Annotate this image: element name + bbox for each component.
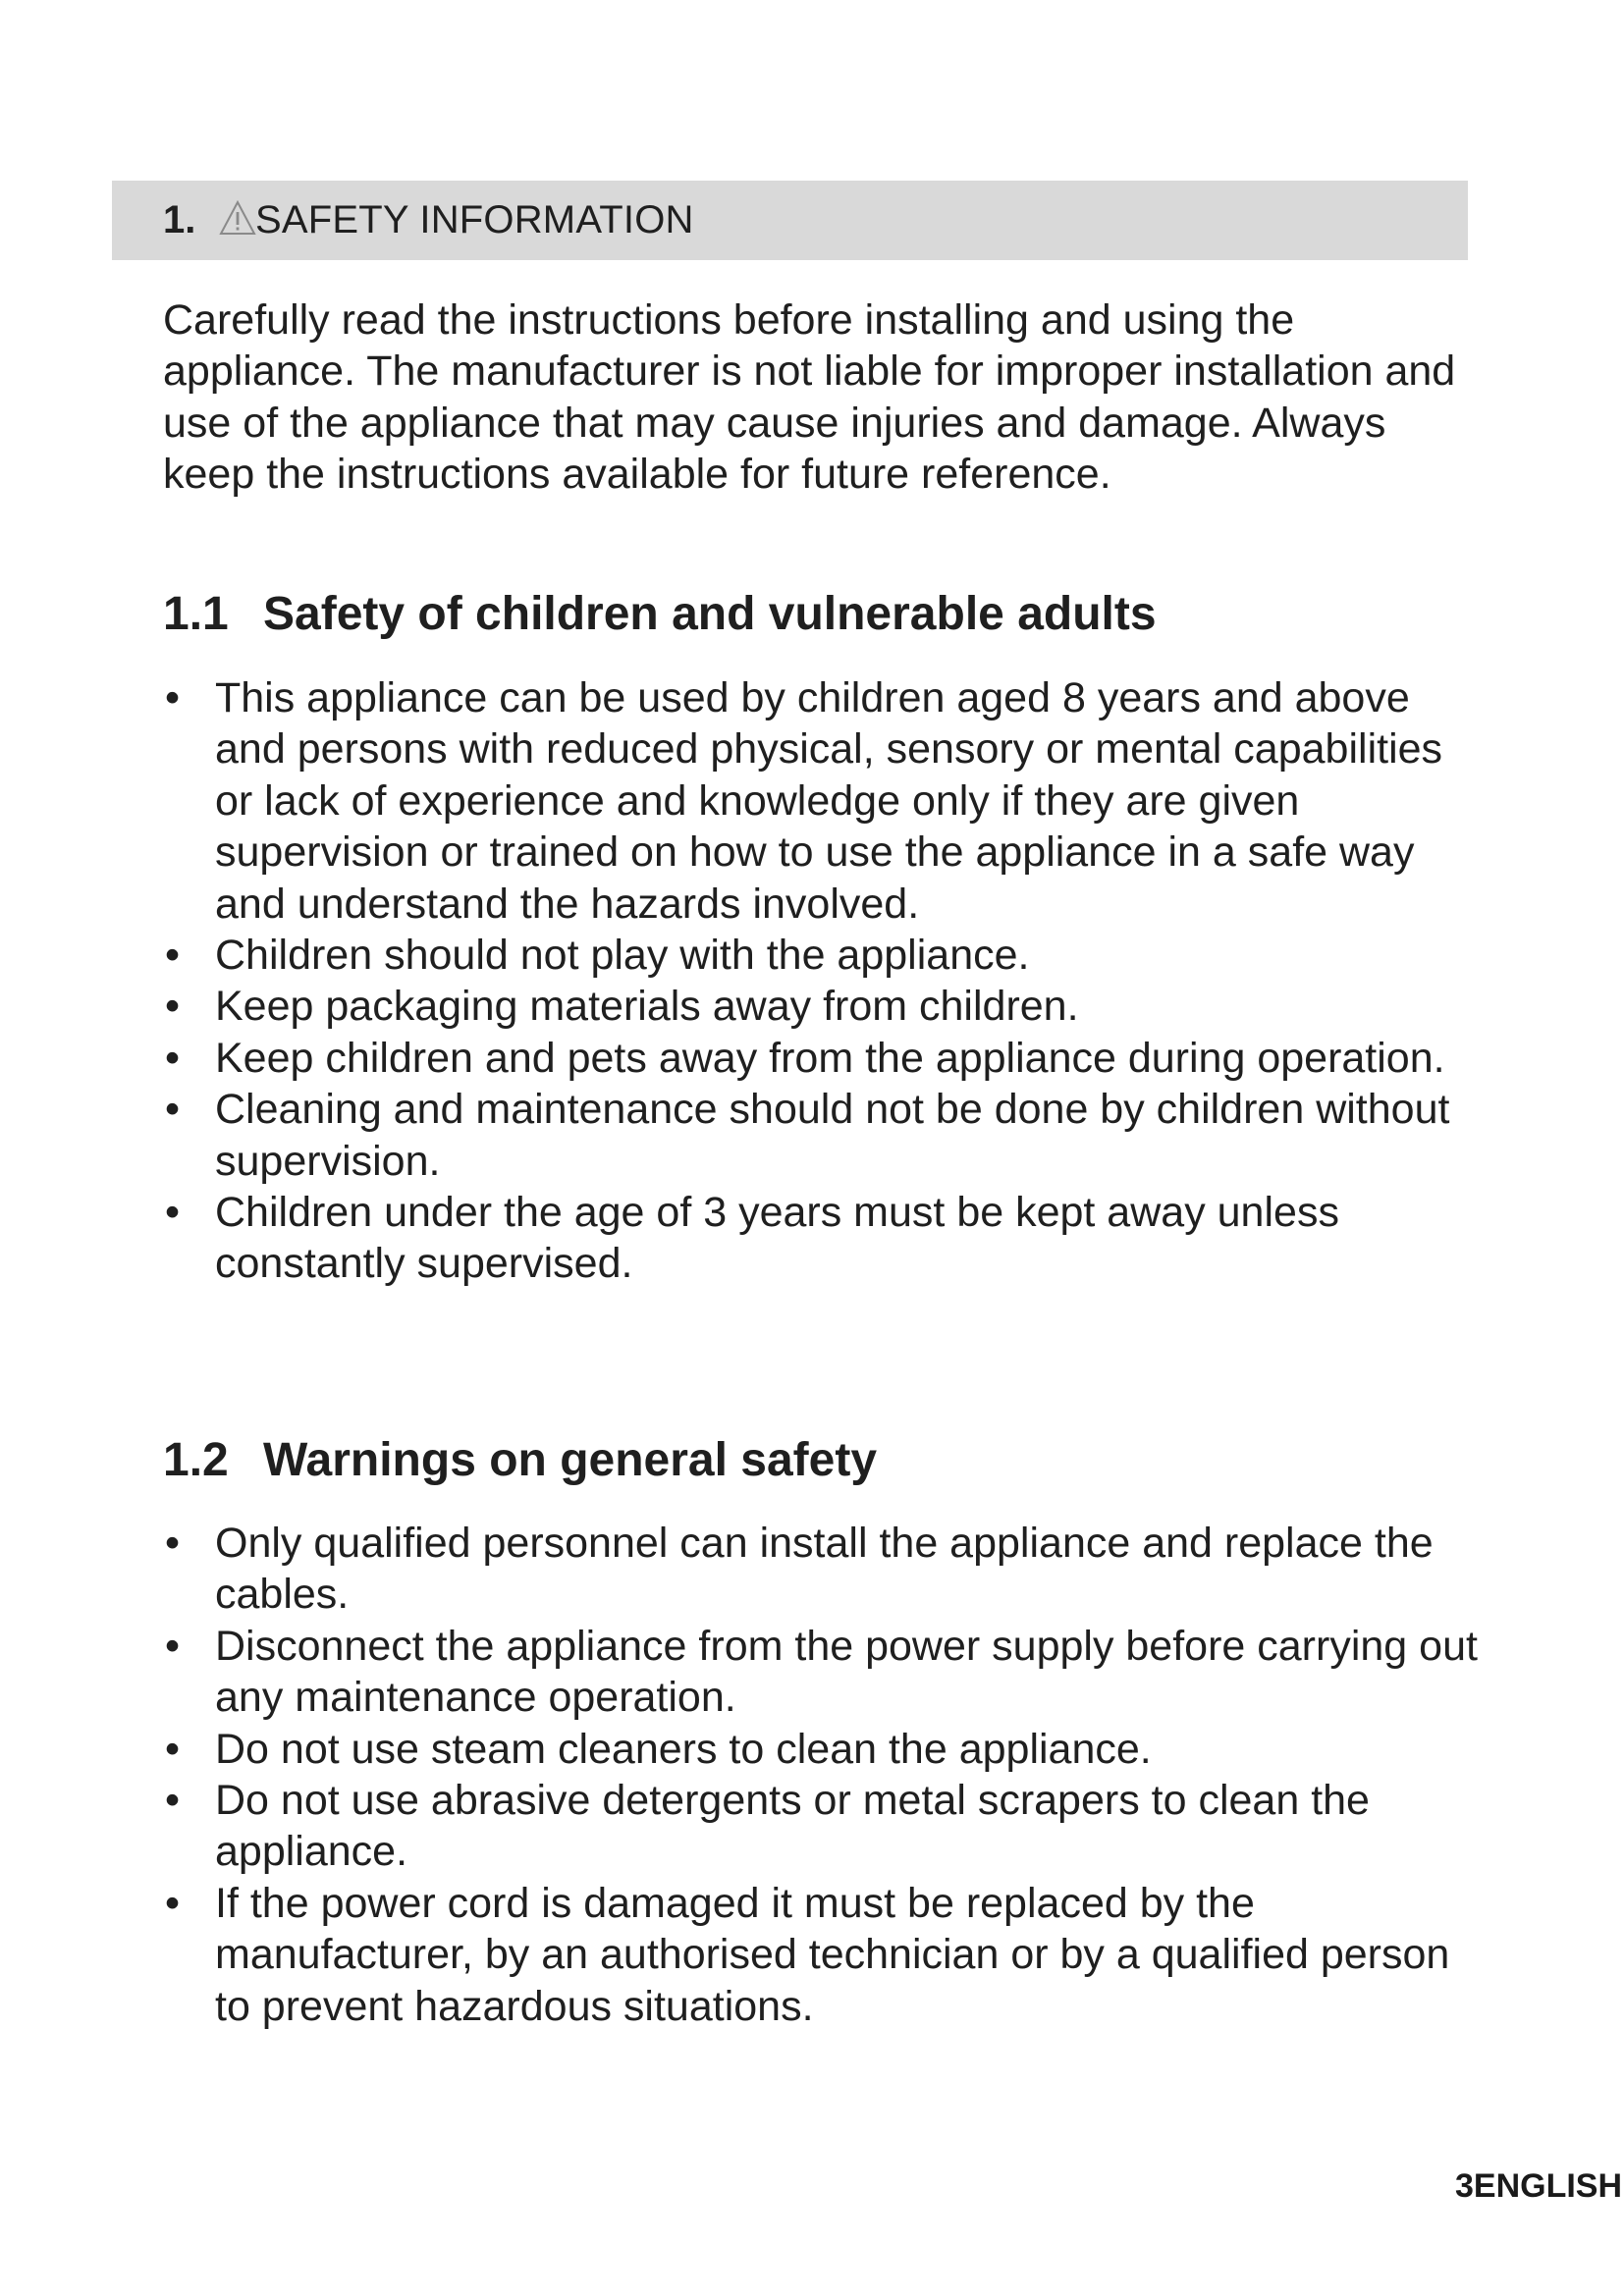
list-item-text: Do not use steam cleaners to clean the appliance. — [215, 1725, 1152, 1773]
list-item — [163, 1518, 1479, 1621]
bullet: • — [165, 1520, 181, 1567]
general-safety-list — [163, 1518, 1479, 2032]
list-item — [163, 1775, 1479, 1878]
list-item-text: Keep children and pets away from the appliance during operation. — [215, 1034, 1445, 1082]
subheading-title: Safety of children and vulnerable adults — [263, 588, 1157, 640]
bullet: • — [165, 1622, 181, 1670]
bullet: • — [165, 932, 181, 980]
bullet: • — [165, 674, 181, 721]
bullet: • — [165, 1777, 181, 1825]
section-title: SAFETY INFORMATION — [255, 198, 694, 241]
list-item — [163, 672, 1479, 930]
subheading-number: 1.1 — [163, 588, 229, 640]
list-item-text: If the power cord is damaged it must be replaced by the manufacturer, by an authorised technician or by a qualified person to prevent hazardous situations. — [215, 1879, 1450, 2030]
bullet: • — [165, 1725, 181, 1773]
list-item — [163, 1724, 1479, 1775]
subheading-children-safety — [163, 587, 1157, 641]
list-item-text: This appliance can be used by children aged 8 years and above and persons with reduced physical, sensory or mental capabilities or lack of experience and knowledge only if they are given supervision or trained on how to use the appliance in a safe way and understand the hazards involved. — [215, 674, 1443, 928]
bullet: • — [165, 983, 181, 1031]
subheading-title: Warnings on general safety — [263, 1434, 878, 1486]
children-safety-list — [163, 672, 1479, 1290]
list-item — [163, 981, 1479, 1032]
subheading-number: 1.2 — [163, 1434, 229, 1486]
list-item-text: Do not use abrasive detergents or metal scrapers to clean the appliance. — [215, 1777, 1370, 1876]
list-item — [163, 930, 1479, 981]
page-footer: 3ENGLISH — [1455, 2167, 1623, 2205]
list-item-text: Disconnect the appliance from the power supply before carrying out any maintenance operation. — [215, 1622, 1478, 1722]
bullet: • — [165, 1086, 181, 1134]
warning-triangle-icon — [219, 200, 256, 236]
list-item — [163, 1084, 1479, 1187]
list-item — [163, 1878, 1479, 2032]
bullet: • — [165, 1189, 181, 1237]
list-item-text: Cleaning and maintenance should not be done by children without supervision. — [215, 1086, 1450, 1185]
list-item — [163, 1187, 1479, 1290]
subheading-general-safety — [163, 1433, 877, 1487]
list-item-text: Only qualified personnel can install the appliance and replace the cables. — [215, 1520, 1434, 1619]
bullet: • — [165, 1879, 181, 1927]
list-item-text: Children under the age of 3 years must be kept away unless constantly supervised. — [215, 1189, 1339, 1288]
list-item-text: Keep packaging materials away from children. — [215, 983, 1079, 1031]
bullet: • — [165, 1034, 181, 1082]
list-item-text: Children should not play with the appliance. — [215, 932, 1030, 980]
section-number: 1. — [163, 198, 196, 241]
list-item — [163, 1033, 1479, 1084]
section-header — [112, 181, 1468, 260]
intro-paragraph: Carefully read the instructions before installing and using the appliance. The manufacturer is not liable for improper installation and use of the appliance that may cause injuries and damage. Always keep the instructions available for future reference. — [163, 296, 1456, 499]
list-item — [163, 1621, 1479, 1724]
